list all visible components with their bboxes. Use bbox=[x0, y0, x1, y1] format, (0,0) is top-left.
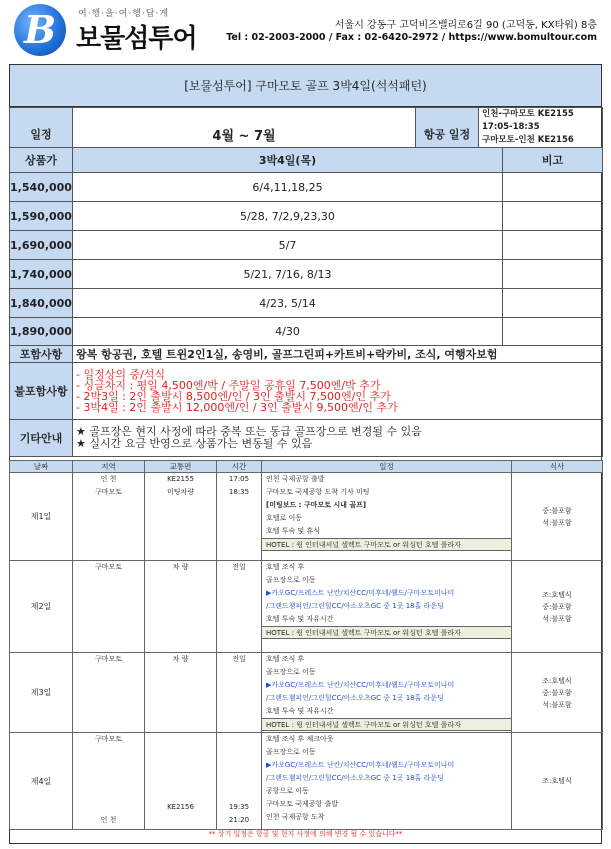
exclude-item: - 싱글차지 : 평일 4,500엔/박 / 주말일 공휴일 7,500엔/박 추가 bbox=[76, 379, 381, 392]
schedule-item: 구마모토 국제공항 출발 bbox=[266, 800, 339, 808]
logo-tagline: 여·행·을·여·행·답·게 bbox=[78, 9, 170, 19]
golf-course-list: /그랜드챔피언/그린힐CC/아소오츠GC 중 1곳 18홀 라운딩 bbox=[266, 694, 444, 702]
hotel-item: HOTEL : 윙 인터내셔널 셀렉트 구마모토 or 워싱턴 호텔 플라자 bbox=[262, 538, 511, 551]
company-address: 서울시 강동구 고덕비즈밸리로6길 90 (고덕동, KX타워) 8층 bbox=[334, 20, 597, 31]
meal-text: 석:불포함 bbox=[542, 518, 572, 527]
exclude-item: - 2박3일 : 2인 출발시 8,500엔/인 / 3인 출발시 7,500엔/인 추가 bbox=[76, 390, 391, 403]
time-cell bbox=[217, 473, 262, 561]
time-text: 19:35 bbox=[228, 803, 250, 811]
include-label: 포함사항 bbox=[10, 346, 73, 363]
region-cell bbox=[73, 473, 145, 561]
note-cell bbox=[503, 231, 603, 260]
time-cell bbox=[217, 561, 262, 653]
golf-course-list: ▶카오GC/프레스트 난칸/치산CC/미후네/웰드/구마모토미나미 bbox=[266, 761, 455, 769]
schedule-cell bbox=[262, 733, 512, 830]
company-contact: Tel : 02-2003-2000 / Fax : 02-6420-2972 / https://www.bomultour.com bbox=[226, 32, 597, 43]
meal-text: 석:불포함 bbox=[542, 614, 572, 623]
schedule-item: 호텔 조식 후 체크아웃 bbox=[266, 735, 334, 743]
schedule-item: 구마모토 국제공항 도착 기사 미팅 bbox=[266, 488, 370, 496]
logo-letter: B bbox=[23, 7, 57, 52]
meal-text: 조:호텔식 bbox=[542, 590, 572, 599]
region-text: 구마모토 bbox=[94, 563, 123, 571]
note-cell bbox=[503, 173, 603, 202]
price-row bbox=[10, 231, 603, 260]
meal-text: 조:호텔식 bbox=[542, 676, 572, 685]
dates-cell: 5/21, 7/16, 8/13 bbox=[73, 260, 503, 289]
schedule-item: 호텔 투숙 및 자유시간 bbox=[266, 707, 334, 715]
transport-cell bbox=[145, 473, 217, 561]
flight-inbound: 구마모토-인천 KE2156 bbox=[482, 135, 574, 145]
itinerary-row bbox=[10, 733, 603, 830]
meal-text: 중:불포함 bbox=[542, 688, 572, 697]
price-cell: 1,690,000 bbox=[10, 231, 73, 260]
note-cell bbox=[503, 318, 603, 346]
note-cell bbox=[503, 289, 603, 318]
day-label: 제1일 bbox=[10, 473, 73, 561]
golf-course-list: /그랜드챔피언/그린힐CC/아소오츠GC 중 1곳 18홀 라운딩 bbox=[266, 602, 444, 610]
time-text: 18:35 bbox=[228, 488, 250, 496]
flight-label: 항공 일정 bbox=[416, 108, 479, 161]
schedule-cell bbox=[262, 561, 512, 653]
header bbox=[0, 0, 611, 60]
meal-text: 석:불포함 bbox=[542, 700, 572, 709]
period-value: 4월 ~ 7월 bbox=[73, 108, 416, 161]
itinerary-header-meal: 식사 bbox=[512, 461, 603, 473]
transport-cell bbox=[145, 653, 217, 733]
price-row bbox=[10, 202, 603, 231]
schedule-item: 골프장으로 이동 bbox=[266, 576, 316, 584]
exclude-item: - 일정상의 중/석식 bbox=[76, 368, 166, 381]
schedule-item: 호텔 조식 후 bbox=[266, 563, 305, 571]
dates-col-header: 3박4일(목) bbox=[73, 148, 503, 173]
region-cell bbox=[73, 561, 145, 653]
time-text: 21:20 bbox=[228, 816, 250, 824]
day-label: 제4일 bbox=[10, 733, 73, 830]
schedule-item: 인천 국제공항 출발 bbox=[266, 475, 325, 483]
schedule-item: 공항으로 이동 bbox=[266, 787, 309, 795]
exclude-list bbox=[73, 363, 603, 420]
price-row bbox=[10, 318, 603, 346]
time-text: 17:05 bbox=[228, 475, 250, 483]
footer-notice: ** 상기 일정은 항공 및 현지 사정에 의해 변경 될 수 있습니다** bbox=[208, 830, 403, 838]
dates-cell: 5/28, 7/2,9,23,30 bbox=[73, 202, 503, 231]
note-cell bbox=[503, 202, 603, 231]
dates-cell: 4/23, 5/14 bbox=[73, 289, 503, 318]
transport-text: 미팅차량 bbox=[166, 488, 195, 496]
dates-cell: 6/4,11,18,25 bbox=[73, 173, 503, 202]
itinerary-row bbox=[10, 473, 603, 561]
transport-cell bbox=[145, 733, 217, 830]
schedule-cell bbox=[262, 473, 512, 561]
time-cell bbox=[217, 733, 262, 830]
transport-text: KE2156 bbox=[167, 803, 194, 811]
meal-cell bbox=[512, 653, 603, 733]
logo-name: 보물섬투어 bbox=[76, 24, 197, 54]
schedule-item: 골프장으로 이동 bbox=[266, 668, 316, 676]
dates-cell: 5/7 bbox=[73, 231, 503, 260]
meal-text: 중:불포함 bbox=[542, 506, 572, 515]
itinerary-header-transport: 교통편 bbox=[145, 461, 217, 473]
region-cell bbox=[73, 733, 145, 830]
itinerary-row bbox=[10, 653, 603, 733]
golf-course-list: ▶카오GC/프레스트 난칸/치산CC/미후네/웰드/구마모토미나미 bbox=[266, 589, 455, 597]
price-cell: 1,590,000 bbox=[10, 202, 73, 231]
meal-cell bbox=[512, 733, 603, 830]
etc-item: ★ 골프장은 현지 사정에 따라 중복 또는 동급 골프장으로 변경될 수 있음 bbox=[76, 425, 422, 438]
price-table bbox=[9, 147, 603, 346]
schedule-item: 호텔 조식 후 bbox=[266, 655, 305, 663]
region-text: 구마모토 bbox=[94, 735, 123, 743]
itinerary-header-time: 시간 bbox=[217, 461, 262, 473]
schedule-item: 인천 국제공항 도착 bbox=[266, 813, 325, 821]
itinerary-header-region: 지역 bbox=[73, 461, 145, 473]
hotel-item: HOTEL : 윙 인터내셔널 셀렉트 구마모토 or 워싱턴 호텔 플라자 bbox=[262, 718, 511, 731]
schedule-item: 호텔 투숙 및 자유시간 bbox=[266, 615, 334, 623]
golf-course-list: ▶카오GC/프레스트 난칸/치산CC/미후네/웰드/구마모토미나미 bbox=[266, 681, 455, 689]
transport-text: 차 량 bbox=[172, 655, 189, 663]
time-text: 전일 bbox=[232, 563, 246, 571]
time-text: 전일 bbox=[232, 655, 246, 663]
dates-cell: 4/30 bbox=[73, 318, 503, 346]
meal-text: 조:호텔식 bbox=[542, 777, 572, 785]
price-cell: 1,890,000 bbox=[10, 318, 73, 346]
etc-label: 기타안내 bbox=[10, 420, 73, 457]
note-cell bbox=[503, 260, 603, 289]
etc-list bbox=[73, 420, 603, 457]
meal-text: 중:불포함 bbox=[542, 602, 572, 611]
page-title: [보물섬투어] 구마모토 골프 3박4일(석석패턴) bbox=[9, 64, 602, 107]
logo-icon bbox=[14, 4, 66, 56]
schedule-item: 골프장으로 이동 bbox=[266, 748, 316, 756]
schedule-cell bbox=[262, 653, 512, 733]
schedule-item: [미팅보드 : 구마모토 시내 골프] bbox=[266, 501, 367, 509]
region-cell bbox=[73, 653, 145, 733]
flight-outbound: 인천-구마모토 KE2155 17:05-18:35 bbox=[482, 109, 574, 132]
itinerary-header-schedule: 일정 bbox=[262, 461, 512, 473]
include-text: 왕복 항공권, 호텔 트윈2인1실, 송영비, 골프그린피+카트비+락카비, 조식, 여행자보험 bbox=[73, 346, 603, 363]
price-row bbox=[10, 173, 603, 202]
time-cell bbox=[217, 653, 262, 733]
price-cell: 1,740,000 bbox=[10, 260, 73, 289]
schedule-item: 호텔로 이동 bbox=[266, 514, 303, 522]
day-label: 제2일 bbox=[10, 561, 73, 653]
price-row bbox=[10, 289, 603, 318]
region-text: 구마모토 bbox=[94, 655, 123, 663]
terms-table bbox=[9, 345, 603, 457]
exclude-label: 불포함사항 bbox=[10, 363, 73, 420]
price-cell: 1,540,000 bbox=[10, 173, 73, 202]
region-text: 인 천 bbox=[100, 475, 117, 483]
meal-cell bbox=[512, 561, 603, 653]
region-text: 인 천 bbox=[100, 816, 117, 824]
etc-item: ★ 실시간 요금 반영으로 상품가는 변동될 수 있음 bbox=[76, 437, 313, 450]
itinerary-row bbox=[10, 561, 603, 653]
hotel-item: HOTEL : 윙 인터내셔널 셀렉트 구마모토 or 워싱턴 호텔 플라자 bbox=[262, 626, 511, 639]
itinerary-table bbox=[9, 460, 603, 830]
golf-course-list: /그랜드챔피언/그린힐CC/아소오츠GC 중 1곳 18홀 라운딩 bbox=[266, 774, 444, 782]
transport-cell bbox=[145, 561, 217, 653]
itinerary-header-date: 날짜 bbox=[10, 461, 73, 473]
note-col-header: 비고 bbox=[503, 148, 603, 173]
price-col-header: 상품가 bbox=[10, 148, 73, 173]
period-label: 일정 bbox=[10, 108, 73, 161]
transport-text: KE2155 bbox=[167, 475, 194, 483]
price-cell: 1,840,000 bbox=[10, 289, 73, 318]
day-label: 제3일 bbox=[10, 653, 73, 733]
price-row bbox=[10, 260, 603, 289]
meal-cell bbox=[512, 473, 603, 561]
exclude-item: - 3박4일 : 2인 출발시 12,000엔/인 / 3인 출발시 9,500엔/인 추가 bbox=[76, 401, 398, 414]
schedule-item: 호텔 투숙 및 휴식 bbox=[266, 527, 321, 535]
region-text: 구마모토 bbox=[94, 488, 123, 496]
transport-text: 차 량 bbox=[172, 563, 189, 571]
